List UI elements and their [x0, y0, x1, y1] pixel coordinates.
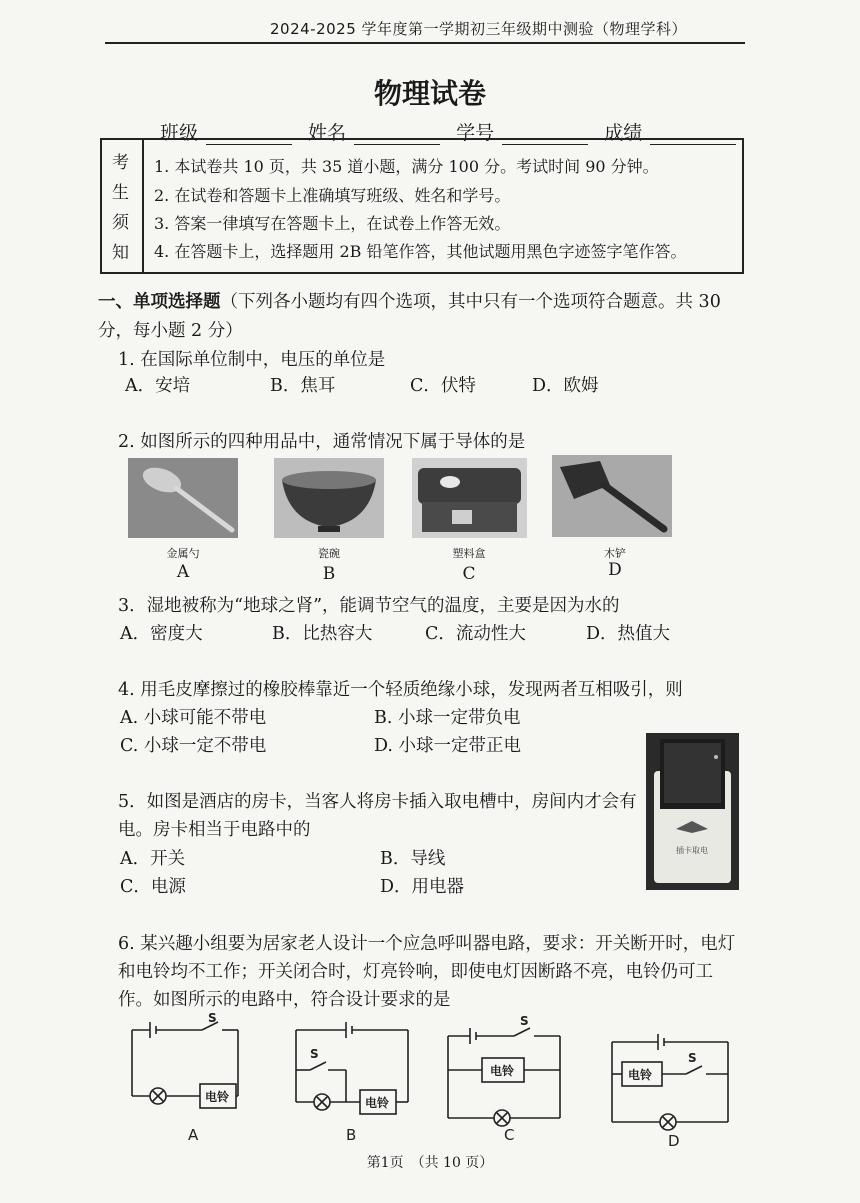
- q2-letter-c: C: [462, 564, 476, 584]
- switch-label-d: S: [688, 1051, 697, 1065]
- notice-side-char: 知: [112, 243, 129, 263]
- switch-label-c: S: [520, 1014, 529, 1028]
- notice-item: 2. 在试卷和答题卡上准确填写班级、姓名和学号。: [154, 186, 511, 205]
- q2-caption-b: 瓷碗: [318, 547, 340, 560]
- q2-caption-d: 木铲: [604, 547, 626, 560]
- q2-letter-d: D: [608, 560, 622, 580]
- circuit-letter-b: B: [346, 1126, 357, 1144]
- q3-option-c: C．流动性大: [425, 624, 526, 644]
- q4-option-d: D. 小球一定带正电: [374, 736, 522, 756]
- room-card-image: [646, 733, 739, 890]
- bell-label-a: 电铃: [205, 1090, 230, 1104]
- paper-title: 物理试卷: [373, 77, 486, 110]
- plastic-box-image: [412, 458, 527, 538]
- room-card-text: 插卡取电: [676, 846, 708, 855]
- notice-side-label: [102, 140, 144, 272]
- exam-notice-box: [100, 138, 744, 274]
- notice-side-char: 须: [112, 213, 129, 233]
- section-heading-line2: 分，每小题 2 分）: [98, 321, 243, 341]
- q1-option-b: B．焦耳: [270, 376, 336, 396]
- switch-label-a: S: [208, 1011, 217, 1025]
- section-heading-bold: 一、单项选择题: [98, 292, 221, 312]
- bell-label-d: 电铃: [628, 1068, 653, 1082]
- q5-option-d: D．用电器: [380, 877, 465, 897]
- q1-stem: 1. 在国际单位制中，电压的单位是: [118, 350, 386, 370]
- circuit-letter-d: D: [668, 1132, 680, 1150]
- q4-option-a: A. 小球可能不带电: [120, 708, 267, 728]
- q2-stem: 2. 如图所示的四种用品中，通常情况下属于导体的是: [118, 432, 526, 452]
- q3-option-d: D．热值大: [586, 624, 671, 644]
- page-footer: 第1页 （共 10 页）: [366, 1155, 494, 1171]
- q5-stem-line2: 电。房卡相当于电路中的: [118, 820, 311, 840]
- q2-caption-a: 金属勺: [166, 547, 200, 560]
- q4-stem: 4. 用毛皮摩擦过的橡胶棒靠近一个轻质绝缘小球，发现两者互相吸引，则: [118, 680, 683, 700]
- notice-side-char: 生: [112, 183, 129, 203]
- q5-option-b: B．导线: [380, 849, 446, 869]
- exam-header-title: 2024-2025 学年度第一学期初三年级期中测验（物理学科）: [270, 20, 688, 38]
- q6-circuit-diagrams: [120, 1010, 740, 1150]
- circuit-b: [296, 1022, 408, 1114]
- wooden-spatula-image: [552, 455, 672, 537]
- metal-spoon-image: [128, 458, 238, 538]
- notice-item: 1. 本试卷共 10 页，共 35 道小题，满分 100 分。考试时间 90 分钟。: [154, 157, 659, 176]
- circuit-letter-c: C: [504, 1126, 515, 1144]
- q2-letter-b: B: [322, 564, 336, 584]
- notice-item: 3. 答案一律填写在答题卡上，在试卷上作答无效。: [154, 214, 511, 233]
- circuit-letter-a: A: [188, 1126, 199, 1144]
- q6-stem-line3: 作。如图所示的电路中，符合设计要求的是: [118, 990, 451, 1010]
- q6-stem-line1: 6. 某兴趣小组要为居家老人设计一个应急呼叫器电路，要求：开关断开时，电灯: [118, 934, 736, 954]
- notice-item: 4. 在答题卡上，选择题用 2B 铅笔作答，其他试题用黑色字迹签字笔作答。: [154, 242, 687, 261]
- section-heading-rest: （下列各小题均有四个选项，其中只有一个选项符合题意。共 30: [220, 292, 721, 312]
- q3-option-b: B．比热容大: [272, 624, 373, 644]
- q3-option-a: A．密度大: [120, 624, 203, 644]
- bell-label-b: 电铃: [365, 1096, 390, 1110]
- q2-letter-a: A: [176, 562, 190, 582]
- notice-side-char: 考: [112, 153, 129, 173]
- score-label: 成绩: [604, 122, 643, 144]
- section-heading: [98, 288, 721, 313]
- q5-stem-line1: 5．如图是酒店的房卡，当客人将房卡插入取电槽中，房间内才会有: [118, 792, 637, 812]
- q3-stem: 3．湿地被称为“地球之肾”，能调节空气的温度，主要是因为水的: [118, 596, 620, 616]
- q2-caption-c: 塑料盒: [452, 547, 486, 560]
- circuit-d: [612, 1034, 728, 1130]
- header-divider: [105, 42, 745, 44]
- class-label: 班级: [160, 122, 199, 144]
- q6-stem-line2: 和电铃均不工作；开关闭合时，灯亮铃响，即使电灯因断路不亮，电铃仍可工: [118, 962, 713, 982]
- id-label: 学号: [456, 122, 495, 144]
- q5-option-a: A．开关: [120, 849, 186, 869]
- q4-option-b: B. 小球一定带负电: [374, 708, 521, 728]
- bell-label-c: 电铃: [490, 1064, 515, 1078]
- q1-option-a: A．安培: [125, 376, 191, 396]
- q1-option-c: C．伏特: [410, 376, 476, 396]
- q1-option-d: D．欧姆: [532, 376, 599, 396]
- porcelain-bowl-image: [274, 458, 384, 538]
- q5-option-c: C．电源: [120, 877, 186, 897]
- name-label: 姓名: [308, 122, 347, 144]
- q4-option-c: C. 小球一定不带电: [120, 736, 267, 756]
- switch-label-b: S: [310, 1047, 319, 1061]
